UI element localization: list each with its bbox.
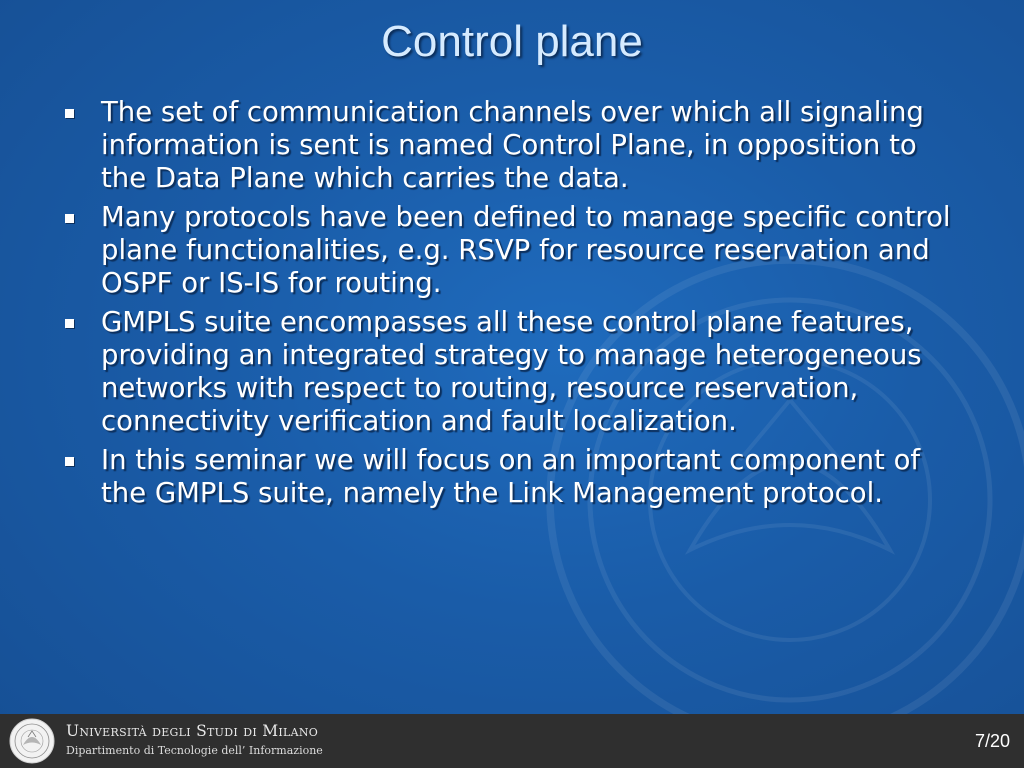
bullet-item (58, 201, 968, 300)
bullet-list (58, 96, 968, 516)
square-bullet-icon (65, 214, 74, 223)
university-seal-icon (8, 717, 56, 765)
page-number: 7/20 (974, 731, 1010, 751)
bullet-item (58, 444, 968, 510)
slide-title: Control plane (381, 17, 643, 66)
footer-bar (0, 714, 1024, 768)
university-name: Università degli Studi di Milano (66, 722, 319, 740)
square-bullet-icon (65, 319, 74, 328)
bullet-text: GMPLS suite encompasses all these control plane features, providing an integrated strategy to manage heterogeneous networks with respect to routing, resource reservation, connectivity verification and fault localization. (101, 306, 922, 437)
department-name: Dipartimento di Tecnologie dell’ Informazione (66, 744, 323, 757)
bullet-text: In this seminar we will focus on an important component of the GMPLS suite, namely the Link Management protocol. (101, 444, 921, 509)
bullet-item (58, 96, 968, 195)
bullet-item (58, 306, 968, 438)
square-bullet-icon (65, 457, 74, 466)
bullet-text: Many protocols have been defined to manage specific control plane functionalities, e.g. RSVP for resource reservation and OSPF or IS-IS for routing. (101, 201, 951, 299)
square-bullet-icon (65, 109, 74, 118)
bullet-text: The set of communication channels over which all signaling information is sent is named Control Plane, in opposition to the Data Plane which carries the data. (101, 96, 924, 194)
